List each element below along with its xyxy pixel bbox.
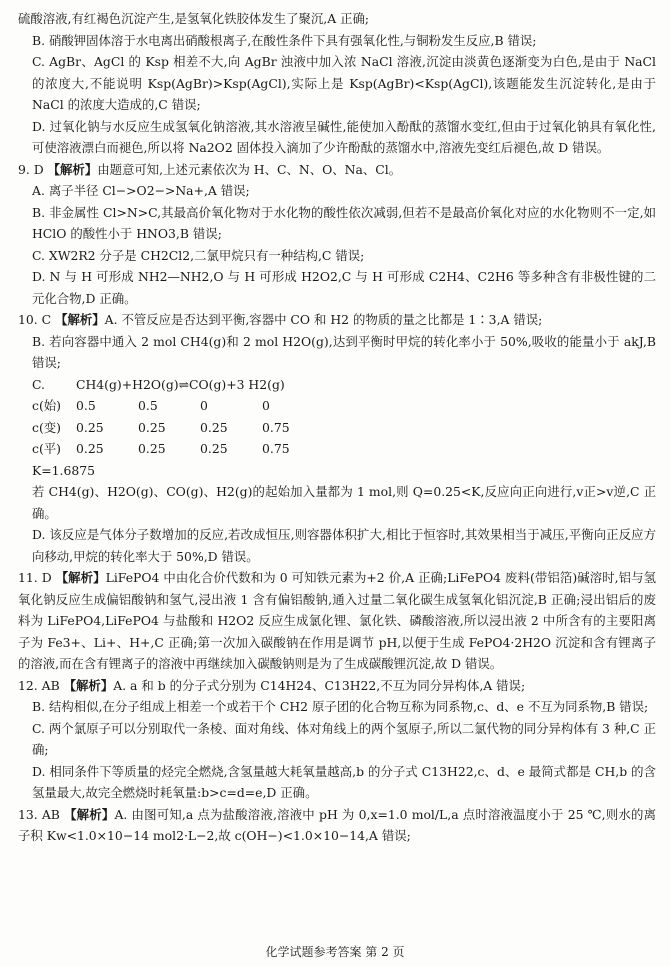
row-label: c(平) <box>32 441 61 456</box>
option-line: B. 若向容器中通入 2 mol CH4(g)和 2 mol H2O(g),达到平衡时甲烷的转化率小于 50%,吸收的能量小于 akJ,B 错误; <box>32 333 656 370</box>
equilibrium-constant: K=1.6875 <box>32 462 95 478</box>
option-line: 若 CH4(g)、H2O(g)、CO(g)、H2(g)的起始加入量都为 1 mol,则 Q=0.25<K,反应向正向进行,v正>v逆,C 正确。 <box>32 484 656 521</box>
equilibrium-table-row <box>18 395 656 417</box>
option-line: C. 两个氯原子可以分别取代一条棱、面对角线、体对角线上的两个氢原子,所以二氯代物的同分异构体有 3 种,C 正确; <box>32 720 656 757</box>
option-line: B. 结构相似,在分子组成上相差一个或若干个 CH2 原子团的化合物互称为同系物,c、d、e 不互为同系物,B 错误; <box>32 699 649 714</box>
table-cell: 0.75 <box>262 419 290 435</box>
answer-number: 9. D <box>18 161 44 177</box>
text-line: C. AgBr、AgCl 的 Ksp 相差不大,向 AgBr 浊液中加入浓 NaCl 溶液,沉淀由淡黄色逐渐变为白色,是由于 NaCl 的浓度大,不能说明 Ksp(AgBr)>Ksp(AgCl),实际上是 Ksp(AgBr)<Ksp(AgCl),该题能发生沉淀转化,是由于 NaCl 的浓度大造成的,C 错误; <box>32 54 656 112</box>
analysis-tag: 【解析】 <box>47 161 98 177</box>
question-10-heading <box>18 309 656 331</box>
table-cell: 0.25 <box>138 441 166 456</box>
table-cell: 0.5 <box>138 398 158 413</box>
table-cell: 0.25 <box>200 441 228 456</box>
option-line: D. 相同条件下等质量的烃完全燃烧,含氢量越大耗氧量越高,b 的分子式 C13H22,c、d、e 最简式都是 CH,b 的含氢量最大,故完全燃烧时耗氧量:b>c=d=e,D 正确。 <box>32 763 656 800</box>
answer-number: 13. AB <box>18 806 60 822</box>
table-cell: 0.25 <box>76 419 104 435</box>
option-line: B. 非金属性 Cl>N>C,其最高价氧化物对于水化物的酸性依次减弱,但若不是最高价氧化对应的水化物则不一定,如 HClO 的酸性小于 HNO3,B 错误; <box>32 204 656 241</box>
analysis-tag: 【解析】 <box>55 570 106 585</box>
option-label: C. <box>32 376 45 392</box>
text-line: B. 硝酸钾固体溶于水电离出硝酸根离子,在酸性条件下具有强氧化性,与铜粉发生反应,B 错误; <box>32 32 537 48</box>
table-cell: 0.75 <box>262 441 290 456</box>
question-11-heading <box>18 567 656 675</box>
text-line: 硫酸溶液,有红褐色沉淀产生,是氢氧化铁胶体发生了聚沉,A 正确; <box>18 11 370 26</box>
text-line: D. 过氧化钠与水反应生成氢氧化钠溶液,其水溶液呈碱性,能使加入酚酞的蒸馏水变红,但由于过氧化钠具有氧化性,可使溶液漂白而褪色,所以将 Na2O2 固体投入滴加了少许酚酞的蒸馏水中,溶液先变红后褪色,故 D 错误。 <box>32 118 656 155</box>
analysis-text: 由题意可知,上述元素依次为 H、C、N、O、Na、Cl。 <box>97 161 402 177</box>
table-cell: 0.25 <box>76 441 104 456</box>
analysis-tag: 【解析】 <box>64 806 115 822</box>
equilibrium-equation <box>18 374 656 396</box>
option-line: C. XW2R2 分子是 CH2Cl2,二氯甲烷只有一种结构,C 错误; <box>32 247 365 263</box>
option-line: D. 该反应是气体分子数增加的反应,若改成恒压,则容器体积扩大,相比于恒容时,其效果相当于减压,平衡向正反应方向移动,甲烷的转化率大于 50%,D 错误。 <box>32 527 656 564</box>
analysis-tag: 【解析】 <box>63 677 114 693</box>
table-cell: 0.25 <box>138 419 166 435</box>
analysis-text: A. 由图可知,a 点为盐酸溶液,溶液中 pH 为 0,x=1.0 mol/L,a 点时溶液温度小于 25 ℃,则水的离子积 Kw<1.0×10−14 mol2·L−2,故 c(OH−)<1.0×10−14,A 错误; <box>18 806 657 843</box>
analysis-text: A. 不管反应是否达到平衡,容器中 CO 和 H2 的物质的量之比都是 1∶3,A 错误; <box>104 312 543 327</box>
table-cell: 0.5 <box>76 398 96 413</box>
question-13-heading <box>18 804 656 847</box>
table-cell: 0.25 <box>200 419 228 435</box>
equilibrium-table-row <box>18 417 656 439</box>
page-footer: 化学试题参考答案 第 2 页 <box>265 945 405 959</box>
question-9-heading <box>18 159 656 181</box>
answer-number: 12. AB <box>18 677 60 693</box>
row-label: c(始) <box>32 398 61 413</box>
analysis-text: A. a 和 b 的分子式分别为 C14H24、C13H22,不互为同分异构体,A 错误; <box>113 677 526 693</box>
answer-content <box>18 8 656 847</box>
table-cell: 0 <box>200 398 208 413</box>
option-line: A. 离子半径 Cl−>O2−>Na+,A 错误; <box>32 183 250 198</box>
analysis-text: LiFePO4 中由化合价代数和为 0 可知铁元素为+2 价,A 正确;LiFePO4 废料(带铝箔)碱溶时,铝与氢氧化钠反应生成偏铝酸钠和氢气,浸出液 1 含有偏铝酸钠,通入过量二氧化碳生成氢氧化铝沉淀,B 正确;浸出铝后的废料为 LiFePO4,LiFePO4 与盐酸和 H2O2 反应生成氯化锂、氯化铁、磷酸溶液,所以浸出液 2 中所含有的主要阳离子为 Fe3+、Li+、H+,C 正确;第一次加入碳酸钠在作用是调节 pH,以便于生成 FePO4·2H2O 沉淀和含有锂离子的溶液,而在含有锂离子的溶液中再继续加入碳酸钠则是为了生成碳酸锂沉淀,故 D 错误。 <box>18 570 656 671</box>
answer-number: 11. D <box>18 570 52 585</box>
question-12-heading <box>18 675 656 697</box>
answer-number: 10. C <box>18 312 52 327</box>
option-line: D. N 与 H 可形成 NH2—NH2,O 与 H 可形成 H2O2,C 与 H 可形成 C2H4、C2H6 等多种含有非极性键的二元化合物,D 正确。 <box>32 269 656 306</box>
equilibrium-table-row <box>18 438 656 460</box>
row-label: c(变) <box>32 419 61 435</box>
equation-text: CH4(g)+H2O(g)⇌CO(g)+3 H2(g) <box>76 376 285 392</box>
analysis-tag: 【解析】 <box>55 312 105 327</box>
table-cell: 0 <box>262 398 270 413</box>
